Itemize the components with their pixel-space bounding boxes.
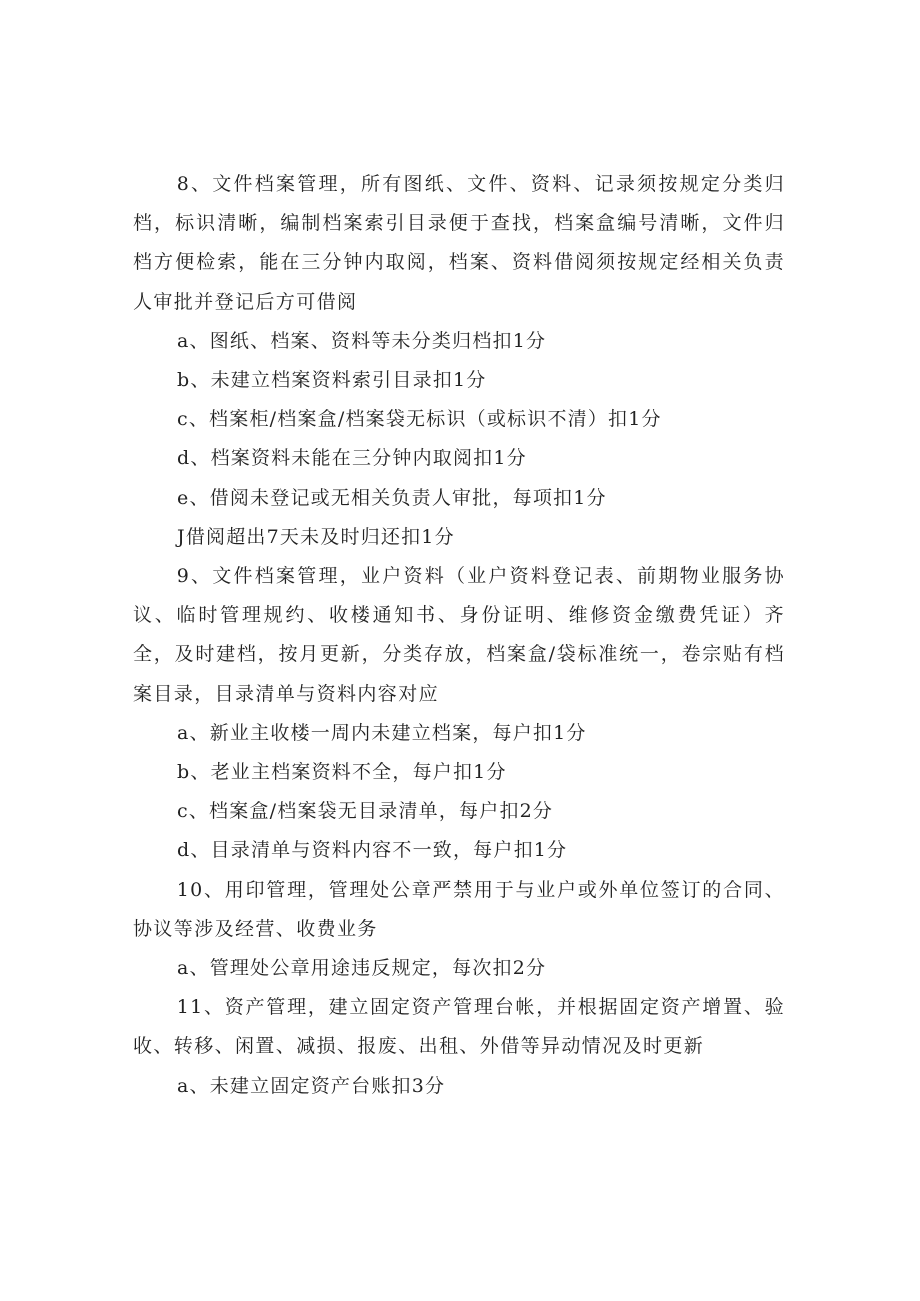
clause-8-item-e: e、借阅未登记或无相关负责人审批，每项扣1分	[177, 486, 607, 509]
clause-8-item-a: a、图纸、档案、资料等未分类归档扣1分	[177, 329, 547, 352]
clause-8-item-c: c、档案柜/档案盒/档案袋无标识（或标识不清）扣1分	[177, 408, 662, 431]
clause-9-item-a: a、新业主收楼一周内未建立档案，每户扣1分	[177, 721, 587, 744]
clause-11-item-a: a、未建立固定资产台账扣3分	[177, 1074, 446, 1097]
clause-9: 9、文件档案管理，业户资料（业户资料登记表、前期物业服务协议、临时管理规约、收楼通知书、身份证明、维修资金缴费凭证）齐全，及时建档，按月更新，分类存放，档案盒/袋标准统一，卷宗贴有档案目录，目录清单与资料内容对应	[133, 565, 785, 705]
clause-8-item-b: b、未建立档案资料索引目录扣1分	[177, 369, 487, 392]
clause-9-item-b: b、老业主档案资料不全，每户扣1分	[177, 761, 507, 784]
clause-9-item-c: c、档案盒/档案袋无目录清单，每户扣2分	[177, 800, 554, 823]
document-body	[133, 165, 785, 1106]
clause-8-item-d: d、档案资料未能在三分钟内取阅扣1分	[177, 447, 527, 470]
clause-11: 11、资产管理，建立固定资产管理台帐，并根据固定资产增置、验收、转移、闲置、减损、报废、出租、外借等异动情况及时更新	[133, 996, 785, 1058]
clause-10: 10、用印管理，管理处公章严禁用于与业户或外单位签订的合同、协议等涉及经营、收费业务	[133, 878, 785, 940]
clause-10-item-a: a、管理处公章用途违反规定，每次扣2分	[177, 957, 547, 980]
clause-9-item-d: d、目录清单与资料内容不一致，每户扣1分	[177, 839, 568, 862]
clause-8: 8、文件档案管理，所有图纸、文件、资料、记录须按规定分类归档，标识清晰，编制档案索引目录便于查找，档案盒编号清晰，文件归档方便检索，能在三分钟内取阅，档案、资料借阅须按规定经相关负责人审批并登记后方可借阅	[133, 173, 785, 313]
clause-8-item-j: J借阅超出7天未及时归还扣1分	[177, 525, 455, 548]
